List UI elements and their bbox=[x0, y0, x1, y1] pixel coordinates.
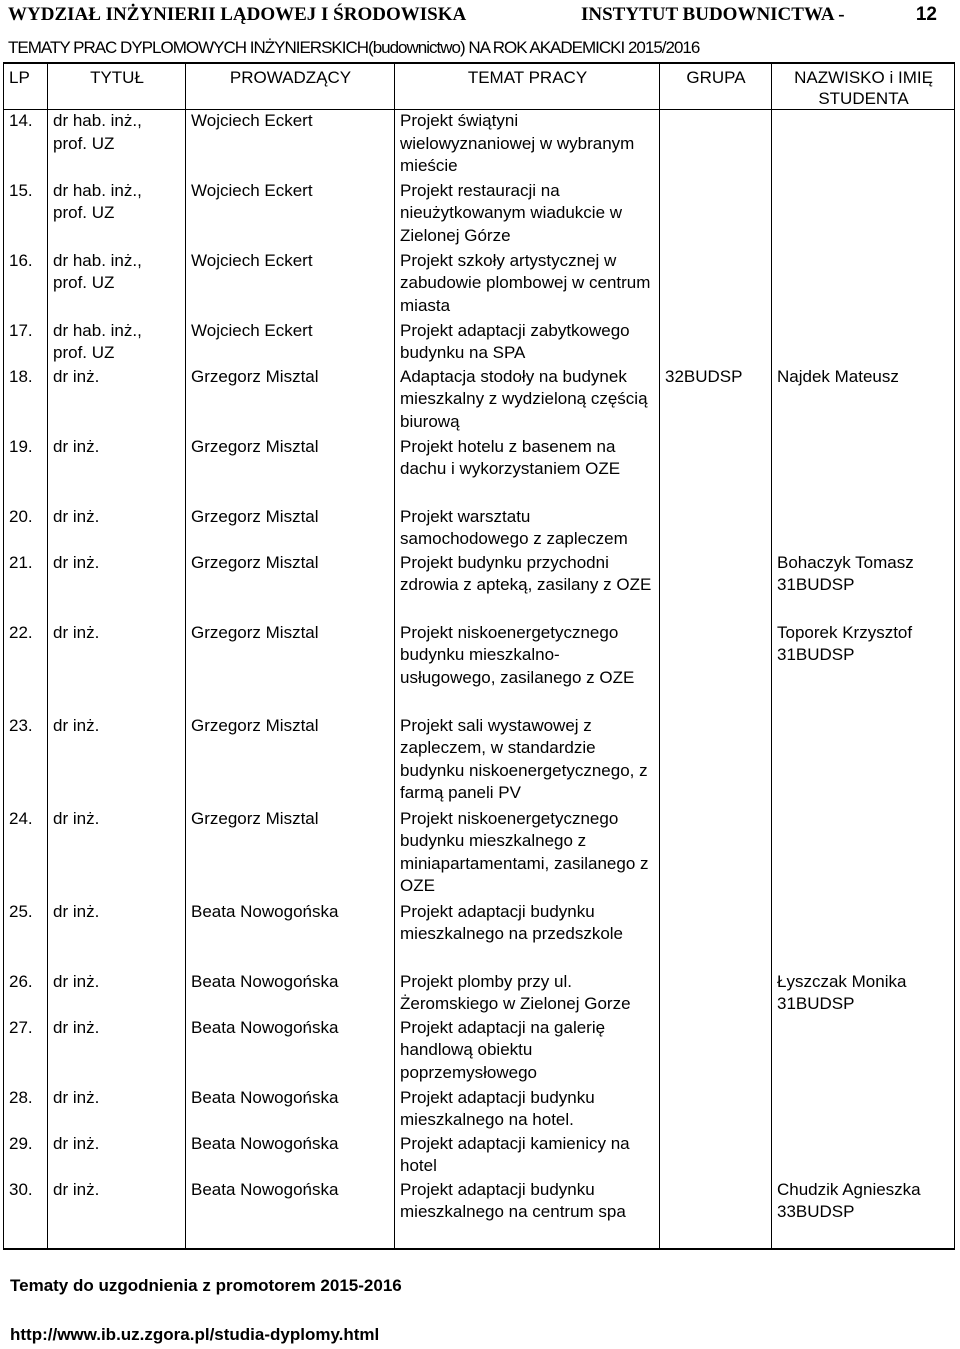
column-header-lp: LP bbox=[4, 63, 48, 110]
table-row bbox=[4, 1179, 955, 1249]
cell-supervisor: Grzegorz Misztal bbox=[186, 552, 395, 622]
cell-group bbox=[660, 180, 772, 250]
cell-title: dr inż. bbox=[48, 808, 186, 901]
cell-title: dr inż. bbox=[48, 506, 186, 552]
cell-group bbox=[660, 1087, 772, 1133]
cell-topic: Projekt adaptacji budynku mieszkalnego na przedszkole bbox=[395, 901, 660, 971]
cell-supervisor: Wojciech Eckert bbox=[186, 320, 395, 366]
cell-student bbox=[772, 1133, 955, 1179]
page-header bbox=[8, 4, 953, 28]
cell-group bbox=[660, 1017, 772, 1087]
table-row bbox=[4, 971, 955, 1017]
cell-supervisor: Grzegorz Misztal bbox=[186, 808, 395, 901]
table-row bbox=[4, 110, 955, 180]
cell-topic: Projekt niskoenergetycznego budynku mieszkalnego z miniapartamentami, zasilanego z OZE bbox=[395, 808, 660, 901]
cell-title: dr inż. bbox=[48, 622, 186, 715]
cell-group bbox=[660, 110, 772, 180]
cell-title: dr inż. bbox=[48, 1133, 186, 1179]
cell-student: Toporek Krzysztof 31BUDSP bbox=[772, 622, 955, 715]
cell-student bbox=[772, 506, 955, 552]
table-header-row bbox=[4, 63, 955, 110]
cell-lp: 14. bbox=[4, 110, 48, 180]
cell-student bbox=[772, 110, 955, 180]
table-row bbox=[4, 1133, 955, 1179]
cell-lp: 20. bbox=[4, 506, 48, 552]
cell-topic: Projekt szkoły artystycznej w zabudowie plombowej w centrum miasta bbox=[395, 250, 660, 320]
column-header-supervisor: PROWADZĄCY bbox=[186, 63, 395, 110]
cell-student bbox=[772, 250, 955, 320]
footer-url[interactable]: http://www.ib.uz.zgora.pl/studia-dyplomy.html bbox=[10, 1325, 380, 1344]
cell-lp: 15. bbox=[4, 180, 48, 250]
cell-group bbox=[660, 1133, 772, 1179]
table-row bbox=[4, 901, 955, 971]
document-subtitle: TEMATY PRAC DYPLOMOWYCH INŻYNIERSKICH(budownictwo) NA ROK AKADEMICKI 2015/2016 bbox=[8, 38, 700, 57]
cell-topic: Projekt adaptacji zabytkowego budynku na SPA bbox=[395, 320, 660, 366]
cell-title: dr inż. bbox=[48, 1179, 186, 1249]
faculty-name: WYDZIAŁ INŻYNIERII LĄDOWEJ I ŚRODOWISKA bbox=[8, 4, 467, 25]
cell-lp: 25. bbox=[4, 901, 48, 971]
cell-supervisor: Beata Nowogońska bbox=[186, 971, 395, 1017]
cell-title: dr hab. inż., prof. UZ bbox=[48, 250, 186, 320]
cell-topic: Projekt plomby przy ul. Żeromskiego w Zielonej Gorze bbox=[395, 971, 660, 1017]
cell-supervisor: Grzegorz Misztal bbox=[186, 622, 395, 715]
cell-lp: 22. bbox=[4, 622, 48, 715]
cell-lp: 16. bbox=[4, 250, 48, 320]
institute-name: INSTYTUT BUDOWNICTWA - bbox=[581, 4, 845, 25]
cell-topic: Projekt niskoenergetycznego budynku mieszkalno-usługowego, zasilanego z OZE bbox=[395, 622, 660, 715]
cell-supervisor: Wojciech Eckert bbox=[186, 250, 395, 320]
table-row bbox=[4, 180, 955, 250]
cell-group bbox=[660, 622, 772, 715]
cell-student bbox=[772, 320, 955, 366]
column-header-group: GRUPA bbox=[660, 63, 772, 110]
table-row bbox=[4, 552, 955, 622]
cell-student bbox=[772, 1017, 955, 1087]
cell-student bbox=[772, 180, 955, 250]
cell-topic: Projekt świątyni wielowyznaniowej w wybranym mieście bbox=[395, 110, 660, 180]
cell-student: Bohaczyk Tomasz 31BUDSP bbox=[772, 552, 955, 622]
cell-student bbox=[772, 436, 955, 506]
cell-title: dr inż. bbox=[48, 1087, 186, 1133]
table-row bbox=[4, 436, 955, 506]
cell-group bbox=[660, 320, 772, 366]
footer-note: Tematy do uzgodnienia z promotorem 2015-2016 bbox=[10, 1276, 402, 1295]
cell-student bbox=[772, 715, 955, 808]
table-row bbox=[4, 622, 955, 715]
cell-supervisor: Beata Nowogońska bbox=[186, 1133, 395, 1179]
cell-student: Najdek Mateusz bbox=[772, 366, 955, 436]
table-row bbox=[4, 1087, 955, 1133]
table-body bbox=[4, 110, 955, 1249]
cell-lp: 29. bbox=[4, 1133, 48, 1179]
cell-lp: 26. bbox=[4, 971, 48, 1017]
cell-topic: Projekt restauracji na nieużytkowanym wiadukcie w Zielonej Górze bbox=[395, 180, 660, 250]
table-row bbox=[4, 506, 955, 552]
cell-group: 32BUDSP bbox=[660, 366, 772, 436]
table-row bbox=[4, 320, 955, 366]
cell-title: dr inż. bbox=[48, 715, 186, 808]
cell-topic: Projekt warsztatu samochodowego z zapleczem bbox=[395, 506, 660, 552]
cell-topic: Projekt adaptacji na galerię handlową obiektu poprzemysłowego bbox=[395, 1017, 660, 1087]
cell-lp: 27. bbox=[4, 1017, 48, 1087]
cell-lp: 21. bbox=[4, 552, 48, 622]
cell-student bbox=[772, 1087, 955, 1133]
cell-group bbox=[660, 715, 772, 808]
cell-supervisor: Grzegorz Misztal bbox=[186, 715, 395, 808]
cell-student bbox=[772, 901, 955, 971]
table-row bbox=[4, 808, 955, 901]
table-row bbox=[4, 366, 955, 436]
cell-title: dr hab. inż., prof. UZ bbox=[48, 110, 186, 180]
cell-title: dr inż. bbox=[48, 366, 186, 436]
cell-supervisor: Grzegorz Misztal bbox=[186, 506, 395, 552]
table-row bbox=[4, 250, 955, 320]
cell-group bbox=[660, 1179, 772, 1249]
cell-topic: Adaptacja stodoły na budynek mieszkalny z wydzieloną częścią biurową bbox=[395, 366, 660, 436]
cell-lp: 17. bbox=[4, 320, 48, 366]
cell-title: dr hab. inż., prof. UZ bbox=[48, 180, 186, 250]
cell-lp: 23. bbox=[4, 715, 48, 808]
cell-supervisor: Grzegorz Misztal bbox=[186, 366, 395, 436]
page-number: 12 bbox=[915, 4, 937, 25]
cell-lp: 28. bbox=[4, 1087, 48, 1133]
cell-supervisor: Beata Nowogońska bbox=[186, 1179, 395, 1249]
cell-student: Łyszczak Monika 31BUDSP bbox=[772, 971, 955, 1017]
cell-supervisor: Grzegorz Misztal bbox=[186, 436, 395, 506]
cell-lp: 30. bbox=[4, 1179, 48, 1249]
cell-topic: Projekt adaptacji budynku mieszkalnego na hotel. bbox=[395, 1087, 660, 1133]
cell-student: Chudzik Agnieszka 33BUDSP bbox=[772, 1179, 955, 1249]
cell-topic: Projekt hotelu z basenem na dachu i wykorzystaniem OZE bbox=[395, 436, 660, 506]
cell-title: dr inż. bbox=[48, 436, 186, 506]
cell-supervisor: Wojciech Eckert bbox=[186, 110, 395, 180]
column-header-topic: TEMAT PRACY bbox=[395, 63, 660, 110]
cell-title: dr inż. bbox=[48, 971, 186, 1017]
cell-group bbox=[660, 808, 772, 901]
cell-group bbox=[660, 506, 772, 552]
cell-group bbox=[660, 971, 772, 1017]
cell-title: dr inż. bbox=[48, 901, 186, 971]
cell-group bbox=[660, 552, 772, 622]
cell-topic: Projekt budynku przychodni zdrowia z apteką, zasilany z OZE bbox=[395, 552, 660, 622]
cell-title: dr inż. bbox=[48, 552, 186, 622]
cell-title: dr inż. bbox=[48, 1017, 186, 1087]
cell-group bbox=[660, 250, 772, 320]
topics-table bbox=[3, 62, 955, 1250]
table-row bbox=[4, 1017, 955, 1087]
cell-topic: Projekt adaptacji budynku mieszkalnego na centrum spa bbox=[395, 1179, 660, 1249]
cell-group bbox=[660, 436, 772, 506]
cell-topic: Projekt sali wystawowej z zapleczem, w standardzie budynku niskoenergetycznego, z farmą paneli PV bbox=[395, 715, 660, 808]
cell-lp: 24. bbox=[4, 808, 48, 901]
table-row bbox=[4, 715, 955, 808]
cell-lp: 19. bbox=[4, 436, 48, 506]
cell-group bbox=[660, 901, 772, 971]
cell-title: dr hab. inż., prof. UZ bbox=[48, 320, 186, 366]
cell-topic: Projekt adaptacji kamienicy na hotel bbox=[395, 1133, 660, 1179]
cell-lp: 18. bbox=[4, 366, 48, 436]
cell-supervisor: Beata Nowogońska bbox=[186, 1017, 395, 1087]
column-header-title: TYTUŁ bbox=[48, 63, 186, 110]
column-header-student: NAZWISKO i IMIĘ STUDENTA bbox=[772, 63, 955, 110]
cell-supervisor: Beata Nowogońska bbox=[186, 1087, 395, 1133]
cell-supervisor: Beata Nowogońska bbox=[186, 901, 395, 971]
cell-supervisor: Wojciech Eckert bbox=[186, 180, 395, 250]
cell-student bbox=[772, 808, 955, 901]
